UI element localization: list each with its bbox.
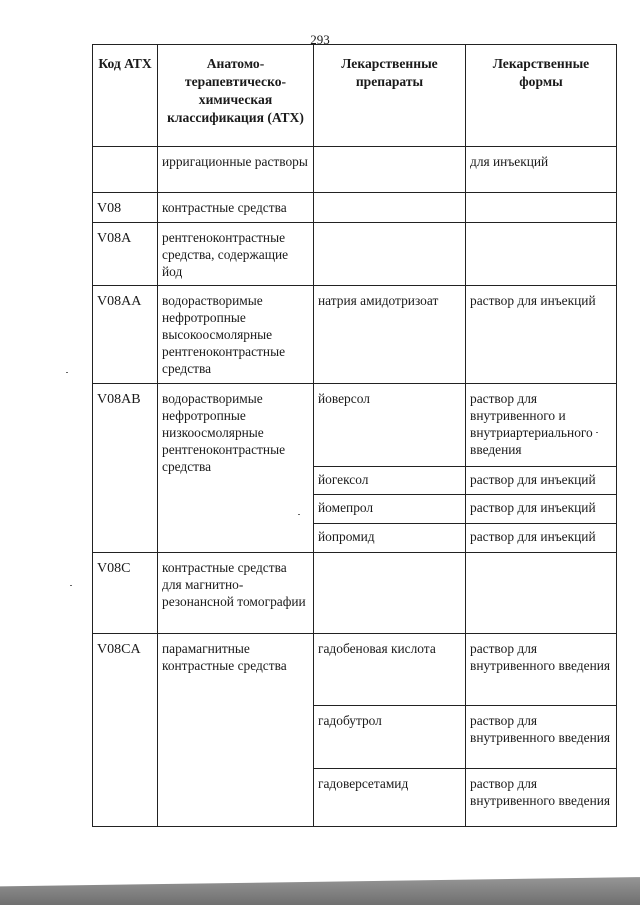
classification-cell: парамагнитные контрастные средства — [158, 634, 314, 827]
table-row — [93, 384, 617, 467]
table-header-row — [93, 45, 617, 147]
form-cell: раствор для внутривенного введения — [466, 769, 617, 827]
form-cell: для инъекций — [466, 147, 617, 193]
classification-cell: ирригационные растворы — [158, 147, 314, 193]
drug-cell: йомепрол — [314, 495, 466, 524]
scan-bottom-edge — [0, 874, 640, 905]
drug-cell — [314, 193, 466, 223]
scan-speck — [66, 372, 68, 373]
drug-cell — [314, 223, 466, 286]
header-classification: Анатомо-терапевтическо-химическая классификация (АТХ) — [158, 45, 314, 147]
scan-speck — [70, 585, 72, 586]
form-cell: раствор для инъекций — [466, 286, 617, 384]
drug-cell: гадобутрол — [314, 706, 466, 769]
atc-code — [93, 147, 158, 193]
table-row — [93, 147, 617, 193]
drug-cell: гадобеновая кислота — [314, 634, 466, 706]
table-row — [93, 553, 617, 634]
page-number: 293 — [310, 32, 330, 47]
form-cell: раствор для инъекций — [466, 495, 617, 524]
atc-classification-table — [92, 44, 617, 827]
form-cell: раствор для инъекций — [466, 524, 617, 553]
classification-cell: контрастные средства для магнитно-резонансной томографии — [158, 553, 314, 634]
atc-code: V08AB — [93, 384, 158, 553]
drug-cell: йопромид — [314, 524, 466, 553]
atc-code: V08C — [93, 553, 158, 634]
drug-cell: йогексол — [314, 467, 466, 495]
form-cell: раствор для внутривенного введения — [466, 706, 617, 769]
atc-code: V08AA — [93, 286, 158, 384]
scan-speck — [298, 514, 300, 515]
classification-cell: рентгеноконтрастные средства, содержащие йод — [158, 223, 314, 286]
header-code: Код АТХ — [93, 45, 158, 147]
drug-cell: йоверсол — [314, 384, 466, 467]
classification-cell: водорастворимые нефротропные низкоосмолярные рентгеноконтрастные средства — [158, 384, 314, 553]
drug-cell: натрия амидотризоат — [314, 286, 466, 384]
drug-cell — [314, 553, 466, 634]
table-row — [93, 193, 617, 223]
form-cell — [466, 553, 617, 634]
atc-code: V08A — [93, 223, 158, 286]
drug-cell: гадоверсетамид — [314, 769, 466, 827]
atc-code: V08CA — [93, 634, 158, 827]
table-row — [93, 223, 617, 286]
header-forms: Лекарственные формы — [466, 45, 617, 147]
classification-cell: водорастворимые нефротропные высокоосмолярные рентгеноконтрастные средства — [158, 286, 314, 384]
form-cell — [466, 193, 617, 223]
form-cell: раствор для внутривенного и внутриартериального введения — [466, 384, 617, 467]
header-drugs: Лекарственные препараты — [314, 45, 466, 147]
form-cell — [466, 223, 617, 286]
form-cell: раствор для внутривенного введения — [466, 634, 617, 706]
classification-cell: контрастные средства — [158, 193, 314, 223]
scan-speck — [596, 432, 598, 433]
form-cell: раствор для инъекций — [466, 467, 617, 495]
drug-cell — [314, 147, 466, 193]
table-row — [93, 286, 617, 384]
atc-code: V08 — [93, 193, 158, 223]
table-row — [93, 634, 617, 706]
